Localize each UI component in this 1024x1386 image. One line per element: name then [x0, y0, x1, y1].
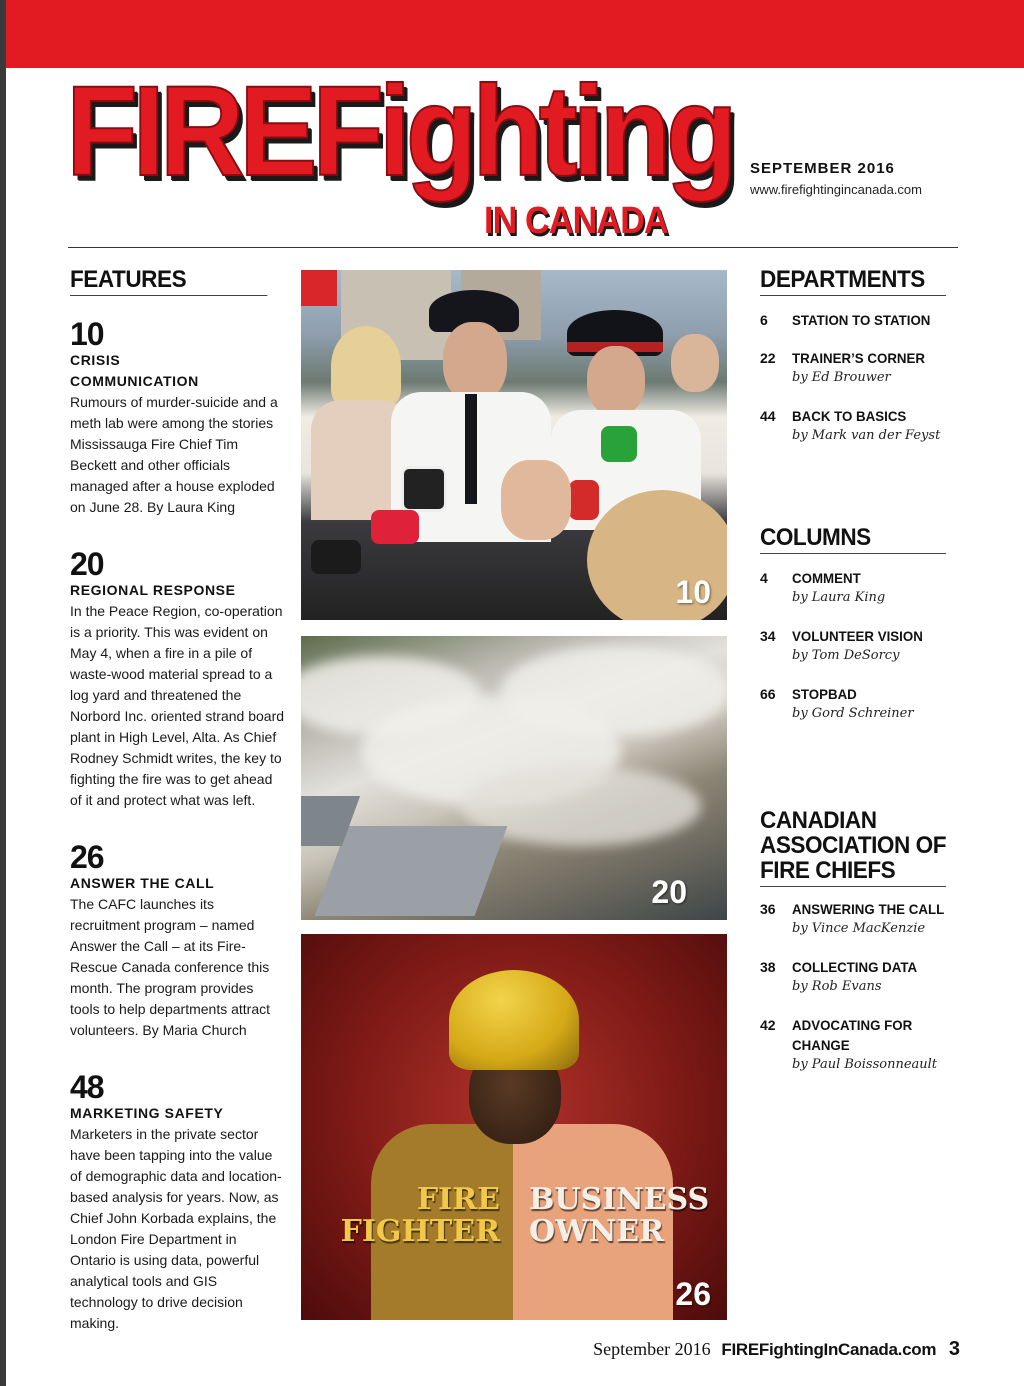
feature-page-number: 20 [70, 546, 104, 582]
departments-heading: DEPARTMENTS [760, 268, 946, 296]
toc-title: STOPBAD [792, 686, 857, 702]
toc-page-number: 38 [760, 959, 776, 975]
microphone [311, 540, 361, 574]
logo-main-text: FIREFighting [66, 60, 733, 203]
feature-page-number: 48 [70, 1069, 104, 1105]
toc-title: BACK TO BASICS [792, 408, 907, 424]
toc-page-number: 42 [760, 1017, 776, 1033]
feature-page-number: 26 [70, 839, 104, 875]
masthead-divider [68, 247, 958, 248]
site-url[interactable]: www.firefightingincanada.com [750, 182, 922, 197]
feature-body: Rumours of murder-suicide and a meth lab were among the stories Mississauga Fire Chief Tim Beckett and other officials managed after a house exploded on June 28. By Laura King [70, 394, 278, 515]
photo-page-label: 26 [675, 1276, 711, 1312]
logo-sub-text: IN CANADA [484, 200, 668, 242]
departments-section [760, 268, 958, 446]
toc-byline: by Laura King [792, 590, 886, 605]
press-conference-photo[interactable] [301, 270, 727, 620]
smoke-plume [501, 646, 727, 736]
officer-face [443, 322, 507, 402]
issue-date: SEPTEMBER 2016 [750, 160, 895, 177]
toc-title: ANSWERING THE CALL [792, 901, 945, 917]
photo-page-label: 10 [675, 574, 711, 610]
toc-item[interactable] [760, 1015, 958, 1075]
store-sign [301, 270, 337, 306]
toc-item[interactable] [760, 406, 958, 446]
toc-page-number: 6 [760, 312, 768, 328]
photo-page-label: 20 [651, 874, 687, 910]
toc-byline: by Vince MacKenzie [792, 921, 926, 936]
top-red-band [6, 0, 1024, 68]
toc-item[interactable] [760, 568, 958, 608]
columns-heading: COLUMNS [760, 526, 946, 554]
feature-item[interactable] [70, 548, 285, 811]
microphone [371, 510, 419, 544]
cafc-heading: CANADIAN ASSOCIATION OF FIRE CHIEFS [760, 808, 946, 887]
feature-body: The CAFC launches its recruitment program – named Answer the Call – at its Fire-Rescue Canada conference this month. The program provides tools to help departments attract volunteers. By Maria Church [70, 896, 270, 1038]
aerial-fire-photo[interactable] [301, 636, 727, 920]
toc-item[interactable] [760, 957, 958, 997]
footer-site[interactable]: FIREFightingInCanada.com [721, 1340, 937, 1359]
microphone [401, 466, 447, 512]
toc-page-number: 4 [760, 570, 768, 586]
toc-item[interactable] [760, 899, 958, 939]
feature-title: MARKETING SAFETY [70, 1105, 224, 1121]
page-number: 3 [948, 1338, 960, 1360]
toc-byline: by Mark van der Feyst [792, 428, 941, 443]
toc-title: TRAINER’S CORNER [792, 350, 926, 366]
masthead-logo [66, 60, 746, 244]
toc-byline: by Tom DeSorcy [792, 648, 900, 663]
features-heading: FEATURES [70, 268, 267, 296]
toc-page-number: 34 [760, 628, 776, 644]
toc-byline: by Ed Brouwer [792, 370, 891, 385]
microphone [569, 480, 599, 520]
feature-title: CRISIS COMMUNICATION [70, 352, 199, 389]
feature-title: REGIONAL RESPONSE [70, 582, 236, 598]
toc-item[interactable] [760, 626, 958, 666]
toc-title: COMMENT [792, 570, 861, 586]
toc-item[interactable] [760, 684, 958, 724]
toc-title: COLLECTING DATA [792, 959, 918, 975]
officer-face [587, 346, 645, 416]
toc-page-number: 44 [760, 408, 776, 424]
firefighter-text: FIRE FIGHTER [340, 1182, 500, 1249]
toc-title: STATION TO STATION [792, 312, 931, 328]
toc-item[interactable] [760, 310, 958, 330]
firefighter-business-owner-photo[interactable] [301, 934, 727, 1320]
person-face [671, 334, 719, 392]
features-section [70, 268, 285, 1334]
feature-page-number: 10 [70, 316, 104, 352]
footer-date: September 2016 [593, 1339, 711, 1359]
toc-byline: by Rob Evans [792, 979, 882, 994]
business-owner-text: BUSINESS OWNER [529, 1182, 710, 1249]
toc-byline: by Paul Boissonneault [792, 1057, 938, 1072]
page-footer [593, 1338, 960, 1361]
toc-title: VOLUNTEER VISION [792, 628, 923, 644]
toc-page-number: 22 [760, 350, 776, 366]
toc-byline: by Gord Schreiner [792, 706, 914, 721]
page-edge-bar [0, 0, 6, 1386]
toc-page-number: 36 [760, 901, 776, 917]
toc-item[interactable] [760, 348, 958, 388]
person-hair [331, 326, 401, 406]
feature-body: Marketers in the private sector have been tapping into the value of demographic data and location-based analysis for years. Now, as Chief John Korbada explains, the London Fire Department in Ontario is using data, powerful analytical tools and GIS technology to drive decision making. [70, 1126, 282, 1331]
cafc-section [760, 808, 958, 1075]
feature-item[interactable] [70, 841, 285, 1041]
columns-section [760, 526, 958, 724]
feature-item[interactable] [70, 318, 285, 518]
toc-title: ADVOCATING FOR CHANGE [792, 1017, 913, 1053]
toc-page-number: 66 [760, 686, 776, 702]
officer-tie [465, 394, 477, 504]
firefighter-helmet [449, 970, 579, 1070]
feature-item[interactable] [70, 1071, 285, 1334]
feature-body: In the Peace Region, co-operation is a priority. This was evident on May 4, when a fire in a pile of waste-wood material spread to a log yard and threatened the Norbord Inc. oriented strand board plant in High Level, Alta. As Chief Rodney Schmidt writes, the key to fighting the fire was to get ahead of it and protect what was left. [70, 603, 285, 808]
microphone [601, 426, 637, 462]
reporter-hand [501, 460, 571, 540]
feature-title: ANSWER THE CALL [70, 875, 215, 891]
